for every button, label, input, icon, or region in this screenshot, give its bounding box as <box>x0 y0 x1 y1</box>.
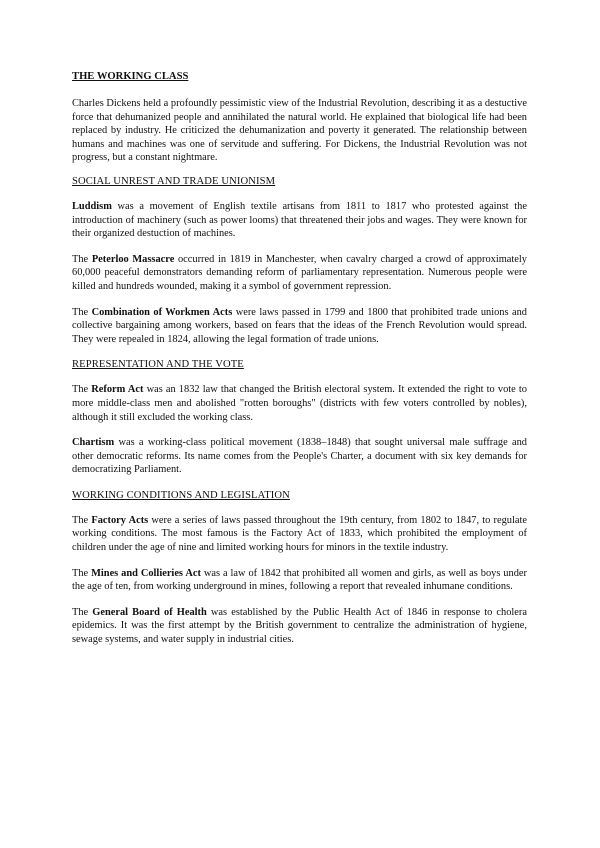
section-heading-social-unrest: SOCIAL UNREST AND TRADE UNIONISM <box>72 175 276 187</box>
section-heading-representation: REPRESENTATION AND THE VOTE <box>72 359 244 371</box>
paragraph-lead: The <box>72 384 92 396</box>
paragraph-lead: The <box>72 514 92 526</box>
term-reform-act: Reform Act <box>91 384 144 396</box>
paragraph-mines-act <box>72 567 527 594</box>
paragraph-reform-act <box>72 383 527 424</box>
paragraph-body: was a movement of English textile artisans from 1811 to 1817 who protested against the introduction of machinery (such as power looms) that threatened their jobs and wages. They were known for their organized destuction of machines. <box>72 200 527 240</box>
term-luddism: Luddism <box>72 200 112 212</box>
paragraph-body: were a series of laws passed throughout the 19th century, from 1802 to 1847, to regulate working conditions. The most famous is the Factory Act of 1833, which prohibited the employment of children under the age of nine and limited working hours for minors in the textile industry. <box>72 514 527 554</box>
paragraph-lead: The <box>72 567 92 579</box>
term-chartism: Chartism <box>72 437 115 449</box>
paragraph-body: were laws passed in 1799 and 1800 that prohibited trade unions and collective bargaining among workers, based on fears that the ideas of the French Revolution would spread. They were repealed in 1824, allowing the legal formation of trade unions. <box>72 306 527 345</box>
paragraph-peterloo <box>72 253 527 294</box>
paragraph-body: was a working-class political movement (1838–1848) that sought universal male suffrage and other democratic reforms. Its name comes from the People's Charter, a document with six key demands for democratizing Parliament. <box>72 437 527 476</box>
term-general-board-of-health: General Board of Health <box>92 606 207 618</box>
paragraph-body: was an 1832 law that changed the British electoral system. It extended the right to vote to more middle-class men and abolished "rotten boroughs" (districts with few voters controlled by nobles), although it still excluded the working class. <box>72 384 527 423</box>
paragraph-lead: The <box>72 253 92 265</box>
paragraph-body: occurred in 1819 in Manchester, when cavalry charged a crowd of approximately 60,000 peaceful demonstrators demanding reform of parliamentary representation. Numerous people were killed and hundreds wounded, making it a symbol of government repression. <box>72 253 527 292</box>
paragraph-luddism <box>72 200 527 241</box>
paragraph-board-of-health <box>72 606 527 647</box>
paragraph-factory-acts <box>72 514 527 555</box>
section-heading-working-conditions: WORKING CONDITIONS AND LEGISLATION <box>72 489 290 501</box>
paragraph-chartism <box>72 436 527 477</box>
paragraph-combination-acts <box>72 306 527 347</box>
document-title: THE WORKING CLASS <box>72 71 189 82</box>
document-page <box>72 70 527 659</box>
term-factory-acts: Factory Acts <box>91 514 149 526</box>
paragraph-lead: The <box>72 306 92 318</box>
paragraph-lead: The <box>72 606 93 618</box>
paragraph-body: was established by the Public Health Act of 1846 in response to cholera epidemics. It was the first attempt by the British government to centralize the administration of hygiene, sewage systems, and water supply in industrial cities. <box>72 606 527 646</box>
term-combination-of-workmen-acts: Combination of Workmen Acts <box>91 306 233 318</box>
paragraph-body: was a law of 1842 that prohibited all women and girls, as well as boys under the age of ten, from working underground in mines, following a report that revealed inhumane conditions. <box>72 567 527 593</box>
intro-paragraph: Charles Dickens held a profoundly pessimistic view of the Industrial Revolution, describing it as a destuctive force that dehumanized people and annihilated the natural world. He explained that biological life had been replaced by industry. He criticized the dehumanization and poverty it generated. The relationship between humans and machines was one of servitude and suffering. For Dickens, the Industrial Revolution was not progress, but a constant nightmare. <box>72 98 527 164</box>
term-peterloo-massacre: Peterloo Massacre <box>91 253 175 265</box>
term-mines-and-collieries-act: Mines and Collieries Act <box>91 567 201 579</box>
